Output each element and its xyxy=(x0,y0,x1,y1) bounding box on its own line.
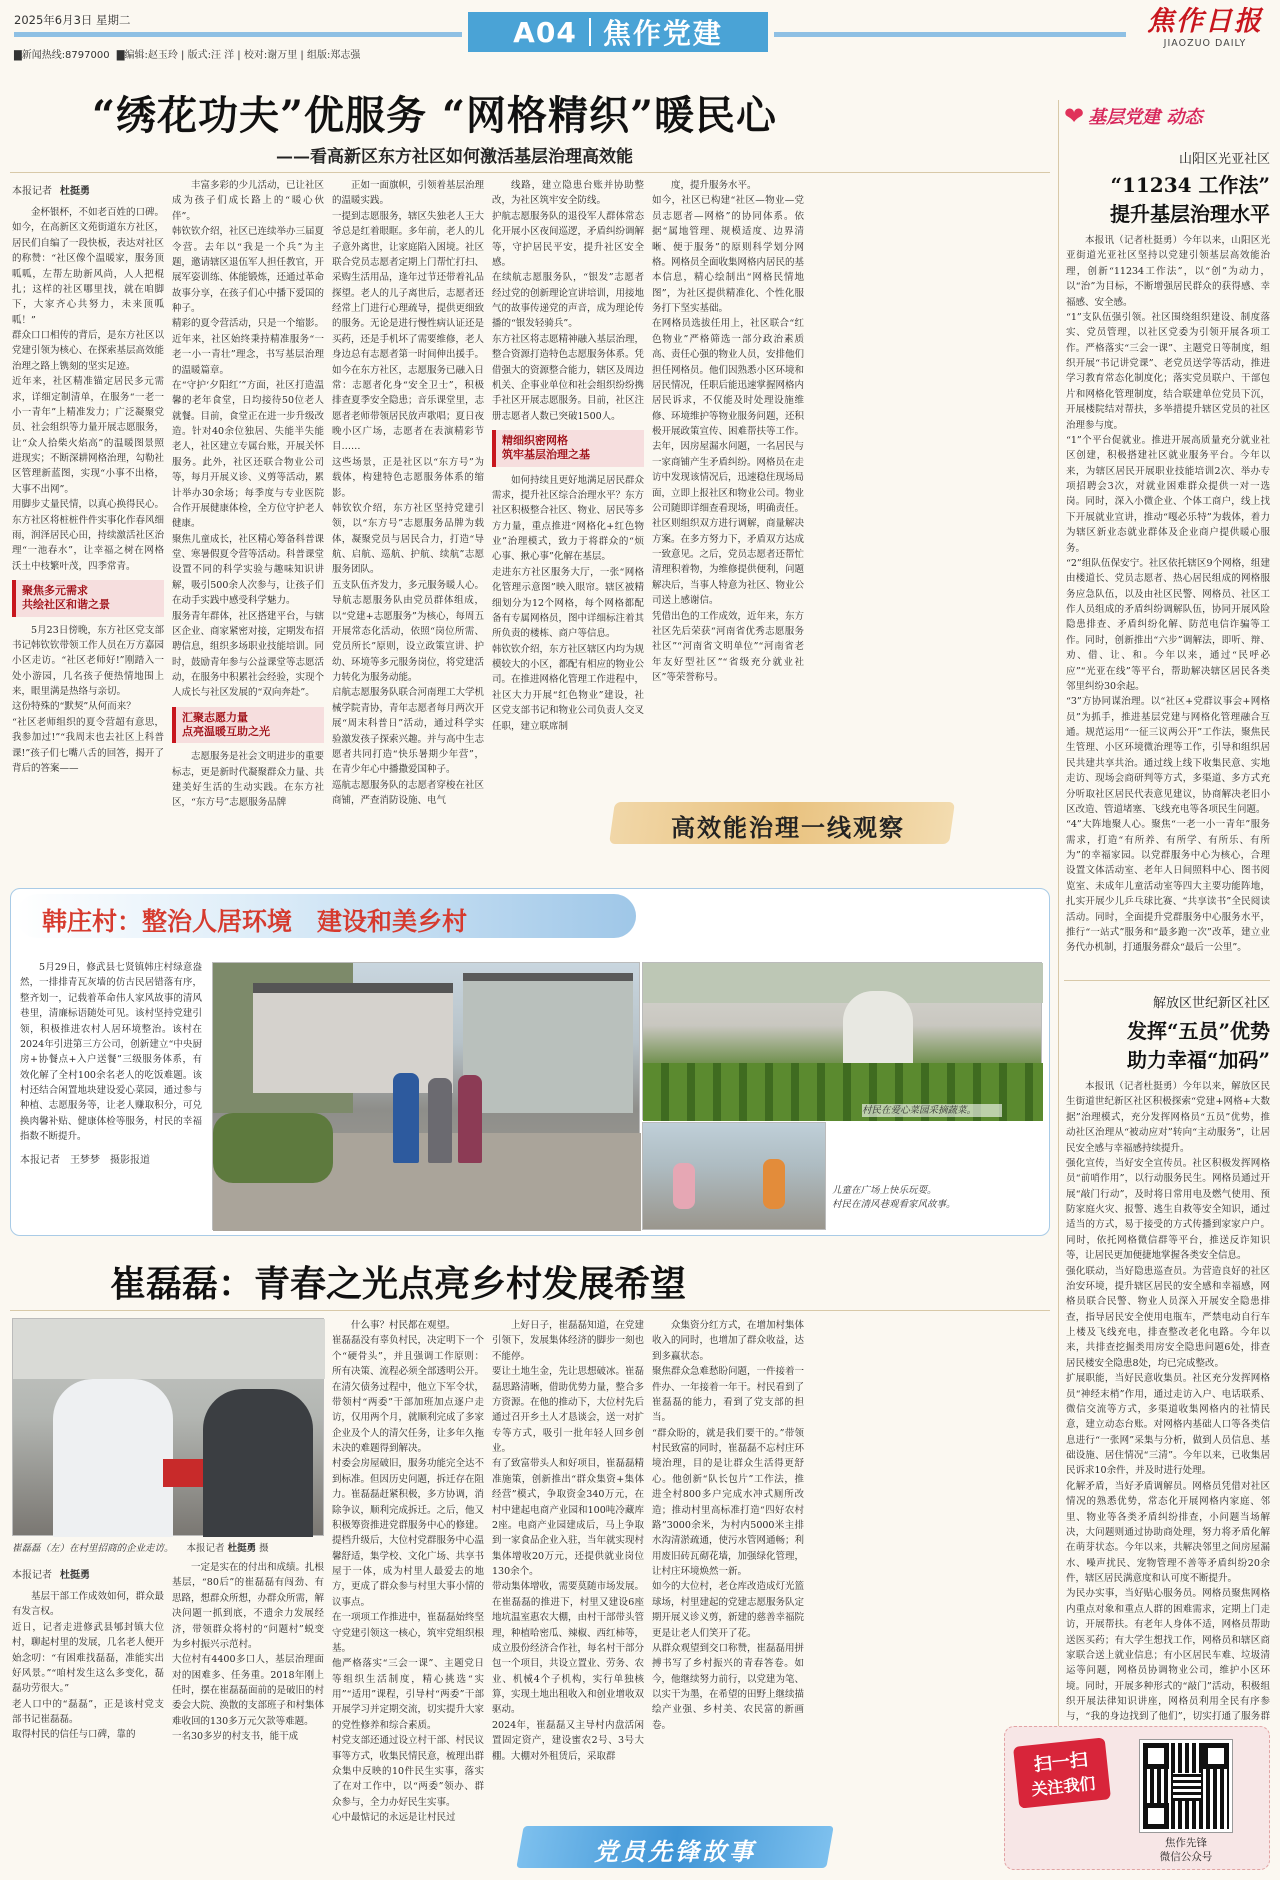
header-blue-rule-right xyxy=(774,32,1126,37)
sidebar-article-2 xyxy=(1066,992,1270,1722)
heart-icon: ❤ xyxy=(1064,102,1085,130)
header-blue-rule-left xyxy=(14,32,462,37)
cui-col2-text: 什么事？村民都在观望。 崔磊磊没有辜负村民，决定明下一个个“硬骨头”，并且强调工作原则：所有决策、流程必须全部透明公开。 在清欠债务过程中，他立下军令状，带领村“两委”干部加班加点逐户走访，仅用两个月，就顺利完成了多家企业及个人的清欠任务，让多年久拖未决的难题得到解决。 村委会房屋破旧，服务功能完全达不到标准。但因历史问题，拆迁存在阻力。崔磊磊赶紧积极，多方协调，消除争议，顺利完成拆迁。之后，他又积极筹资推进党群服务中心的修建。提档升级后，大位村党群服务中心温馨舒适，集学校、文化广场、共享书屋于一体，成为村里人最爱去的地方，更成了群众参与村里大事小情的议事点。 在一项项工作推进中，崔磊磊始终坚守党建引领这一核心，筑牢党组织根基。 他严格落实“三会一课”、主题党日等组织生活制度，精心挑选“实用”“适用”课程，引导村“两委”干部开展学习并定期交流，切实提升大家的党性修养和综合素质。 村党支部还通过设立村干部、村民议事等方式，收集民情民意，梳理出群众集中反映的10件民生实事，落实了在对工作中，以“两委”领办、群众参与，全力办好民生实事。 心中最惦记的永远是让村民过 xyxy=(332,1320,485,1823)
village-byline: 本报记者 王梦梦 摄影报道 xyxy=(20,1154,150,1166)
sidebar-1-kicker: 山阳区光亚社区 xyxy=(1178,152,1270,167)
main-col2b-text: 志愿服务是社会文明进步的重要标志，更是新时代凝聚群众力量、共建美好生活的生动实践。在东方社区，“东方号”志愿服务品牌 xyxy=(172,751,325,809)
main-subhead-2: 汇聚志愿力量 点亮温暖互助之光 xyxy=(172,707,324,744)
page-number: A04 xyxy=(513,15,577,49)
header-date: 2025年6月3日 星期二 xyxy=(14,13,131,27)
main-col1-text: 金杯银杯，不如老百姓的口碑。如今，在高新区文苑街道东方社区，居民们自编了一段快板，表达对社区的称赞：“社区像个温暖家，服务顶呱呱，左帮左助新风尚，人人把棍扎；这样的社区哪里找，就在咱脚下，大家齐心共努力，未来顶呱呱！” 群众口口相传的背后，是东方社区以党建引领为核心、在探索基层高效能治理之路上镌刻的坚实足迹。 近年来，社区精准锚定居民多元需求，详细定制清单，在服务“一老一小一青年”上精准发力；广泛凝聚党员、社会组织等力量开展志愿服务，让“众人拾柴火焰高”的温暖图景照进现实；不断深耕网格治理，勾勒社区管理新蓝图，实现“小事不出格，大事不出网”。 用脚步丈量民情，以真心换得民心。 东方社区将桩桩件件实事化作春风细雨，润泽居民心田，持续激活社区治理“一池春水”，让幸福之树在网格沃土中枝繁叶茂，四季常青。 xyxy=(12,207,165,572)
main-col1b-text: 5月23日傍晚，东方社区党支部书记韩钦钦带领工作人员在万方嘉园小区走访。“社区老师好!”刚踏入一处小游园，几名孩子便热情地围上来，眼里满是热络与亲切。 这份特殊的“默契”从何而来？ “社区老师组织的夏令营超有意思，我参加过!”“我周末也去社区上科普课!”孩子们七嘴八舌的回答，揭开了背后的答案—— xyxy=(12,624,165,774)
qr-label xyxy=(1116,1836,1256,1864)
title-rule xyxy=(10,172,1050,173)
page-header xyxy=(0,0,1280,62)
cui-col1-text: 基层干部工作成效如何，群众最有发言权。 近日，记者走进修武县郇封镇大位村，聊起村里的发展，几名老人便开始念叨：“有困难找磊磊，准能实出好风景。”“咱村发生这么多变化，磊磊功劳很大。” 老人口中的“磊磊”，正是该村党支部书记崔磊磊。 取得村民的信任与口碑，靠的 xyxy=(12,1591,165,1741)
sidebar-badge-text: 基层党建 动态 xyxy=(1088,107,1203,128)
hotline: ▇新闻热线:8797000 xyxy=(14,50,110,61)
main-col3-text: 正如一面旗帜，引领着基层治理的温暖实践。 一提到志愿服务，辖区失独老人王大爷总是红着眼眶。多年前，老人的儿子意外离世，让家庭陷入困境。社区联合党员志愿者定期上门帮忙打扫、采购生活用品，逢年过节还带着礼品探望。老人的儿子离世后，志愿者还经常上门进行心理疏导，提供更细致的服务。无论是进行慢性病认证还是买药，还是手机坏了需要维修，老人身边总有志愿者第一时间伸出援手。 如今在东方社区，志愿服务已融入日常：志愿者化身“安全卫士”，积极排查夏季安全隐患；音乐课堂里，志愿者老师带领居民放声歌唱；夏日夜晚小区广场，志愿者在表演精彩节目…… 这些场景，正是社区以“东方号”为载体，构建特色志愿服务体系的缩影。 韩钦钦介绍，东方社区坚持党建引领，以“东方号”志愿服务品牌为载体，凝聚党员与居民合力，打造“导航、启航、巡航、护航、续航”志愿服务团队。 五支队伍齐发力，多元服务暖人心。 导航志愿服务队由党员群体组成，以“党建+志愿服务”为核心，每周五开展常态化活动，依照“岗位所需、党员所长”原则，设立政策宣讲、护幼、环境等多元服务岗位，将党建活力转化为服务动能。 启航志愿服务队联合河南理工大学机械学院青协，青年志愿者每月两次开展“周末科普日”活动，通过科学实验激发孩子探索兴趣。并与高中生志愿者共同打造“快乐暑期少年营”，在青少年心中播撒爱国种子。 巡航志愿服务队的志愿者穿梭在社区商铺，严查消防设施、电气 xyxy=(332,180,485,806)
cui-col4-text: 众集资分红方式，在增加村集体收入的同时，也增加了群众收益，达到多赢状态。 聚焦群众急难愁盼问题，一件接着一件办、一年接着一年干。村民看到了崔磊磊的能力，看到了党支部的担当。 “群众盼的，就是我们要干的。”带领村民致富的同时，崔磊磊不忘村庄环境治理，目的是让群众生活得更舒心。他创新“队长包片”工作法，推进全村800多户完成水冲式厕所改造；推动村里高标准打造“四好农村路”3000余米，为村内5000米主排水沟清淤疏通，使污水管网通畅；利用废旧砖瓦砌花墙，加强绿化管理，让村庄环境焕然一新。 如今的大位村，老仓库改造成灯光篮球场，村里建起的党建志愿服务队定期开展义诊义剪，新建的慈善幸福院更是让老人们笑开了花。 从群众观望到交口称赞，崔磊磊用拼搏书写了乡村振兴的青春答卷。如今，他继续努力前行，以党建为笔、以实干为墨，在希望的田野上继续描绘产业强、乡村美、农民富的新画卷。 xyxy=(652,1320,805,1731)
sidebar-2-kicker: 解放区世纪新区社区 xyxy=(1152,996,1270,1011)
main-col-5 xyxy=(652,178,804,698)
qr-slogan xyxy=(1013,1737,1111,1808)
village-photo-garden xyxy=(642,962,1042,1120)
main-subhead-3: 精细织密网格 筑牢基层治理之基 xyxy=(492,430,644,467)
main-col-2 xyxy=(172,178,325,809)
editors: ▇编辑:赵玉玲 | 版式:汪 洋 | 校对:谢万里 | 组版:郑志强 xyxy=(116,50,361,61)
page-section: 焦作党建 xyxy=(602,17,723,50)
village-text-col xyxy=(20,960,202,1230)
page-number-banner xyxy=(468,12,768,52)
qr-code[interactable] xyxy=(1140,1740,1232,1832)
sidebar-1-body: 本报讯（记者杜挺勇）今年以来，山阳区光亚街道光亚社区坚持以党建引领基层高效能治理，创新“11234工作法”，以“创”为动力，以“治”为目标，不断增强居民群众的获得感、幸福感、安全感。 “1”支队伍强引领。社区围绕组织建设、制度落实、党员管理，以社区党委为引领开展各项工作。严格落实“三会一课”、主题党日等制度，组织开展“书记讲党课”、老党员送学等活动，推进学习教育常态化制度化；落实党员联户、干部包片和网格化管理制度，结合联建单位党员下沉，开展楼院结对帮扶，多举措提升辖区党员的社区治理参与度。 “1”个平台促就业。推进开展高质量充分就业社区创建，积极搭建社区就业服务平台。今年以来，为辖区居民开展职业技能培训2次、举办专项招聘会3次，对就业困难群众提供一对一选岗。同时，深入小微企业、个体工商户，线上找下开展就业宣讲，推动“嘎必乐特”为载体，着力为辖区新业态就业群体及企业商户提供暖心服务。 “2”组队伍保安宁。社区依托辖区9个网格，组建由楼道长、党员志愿者、热心居民组成的网格服务应急队伍，以及由社区民警、网格员、社区工作人员组成的矛盾纠纷调解队伍，协同开展风险隐患排查、矛盾纠纷化解、防范电信诈骗等工作。同时，创新推出“六步”调解法，即听、辩、劝、借、让、和。今年以来，通过“民呼必应”“光亚在线”等平台，帮助解决辖区居民各类邻里纠纷30余起。 “3”方协同谋治理。以“社区+党群议事会+网格员”为抓手，推进基层党建与网格化管理融合互通。规范运用“一征三议两公开”工作法，聚焦民生管理、小区环境微治理等工作，引导和组织居民共建共享共治。通过线上线下收集民意、实地走访、现场会商研判等方式，多渠道、多方式充分听取社区居民代表意见建议，协商解决老旧小区改造、管道堵塞、飞线充电等各项民生问题。 “4”大阵地聚人心。聚焦“一老一小一青年”服务需求，打造“有所养、有所学、有所乐、有所为”的幸福家园。以党群服务中心为核心，合理设置文体活动室、老年人日间照料中心、图书阅览室、未成年儿童活动室等四大主要功能阵地，扎实开展少儿乒乓球比赛、“共享读书”全民阅读活动。同时，全面提升党群服务中心服务水平，推行“一站式”服务和“最多跑一次”改革，建立业务代办机制，打通服务群众“最后一公里”。 xyxy=(1066,235,1270,954)
sidebar-2-title-2: 助力幸福“加码” xyxy=(1126,1048,1270,1072)
cui-col1x-text: 一定是实在的付出和成绩。扎根基层，“80后”的崔磊磊有闯劲、有思路，想群众所想，办群众所需，解决问题一抓到底，不遗余力发展经济，带领群众将村的“问题村”蜕变为乡村振兴示范村。 大位村有4400多口人，基层治理面对的困难多、任务重。2018年刚上任时，摆在崔磊磊面前的是破旧的村委会大院、涣散的支部班子和村集体难收回的130多万元欠款等难题。 一名30多岁的村支书，能干成 xyxy=(172,1562,325,1743)
cui-col-1 xyxy=(12,1560,164,1870)
main-article-subtitle: ——看高新区东方社区如何激活基层治理高效能 xyxy=(276,147,633,167)
main-col-1 xyxy=(12,176,165,774)
main-col-3 xyxy=(332,178,485,806)
cui-col3-text: 上好日子，崔磊磊知道，在党建引领下，发展集体经济的脚步一刻也不能停。 要让土地生金，先让思想破冰。崔磊磊思路清晰，借助优势力量，整合多方资源。在他的推动下，大位村先后通过召开乡土人才恳谈会，送一对扩专等方式，吸引一批年轻人回乡创业。 有了致富带头人和好项目，崔磊磊精准施策，创新推出“群众集资+集体经营”模式，争取资金340万元，在村中建起电商产业园和100吨冷藏库2座。电商产业园建成后，马上争取到一家食品企业入驻，当年就实现村集体增收20万元，还提供就业岗位130余个。 带动集体增收，需要莫随市场发展。在崔磊磊的推进下，村里又建设6座地坑温室惠农大棚，由村干部带头管理，种植哈密瓜、辣椒、西红柿等，成立股份经济合作社，每名村干部分包一个项目，共设立置业、劳务、农业、机械4个子机构，实行单独核算，实现土地出租收入和创业增收双驱动。 2024年，崔磊磊又主导村内盘活闲置固定资产，建设蜜农2号、3号大棚。大棚对外租赁后，采取群 xyxy=(492,1320,645,1762)
sidebar-article-1 xyxy=(1066,148,1270,976)
village-caption-garden: 村民在爱心菜园采摘蔬菜。 xyxy=(862,1104,1002,1117)
qr-slogan-1: 扫一扫 xyxy=(1032,1749,1089,1776)
newspaper-name: 焦作日报 xyxy=(1147,6,1263,37)
cui-col-4 xyxy=(652,1318,804,1816)
cui-photo-caption: 崔磊磊（左）在村里招商的企业走访。 本报记者 杜挺勇 摄 xyxy=(12,1543,269,1554)
qr-name-2: 微信公众号 xyxy=(1159,1851,1213,1864)
header-info-line xyxy=(14,46,360,61)
party-story-text: 党员先锋故事 xyxy=(594,1838,756,1866)
sidebar-1-title-2: 提升基层治理水平 xyxy=(1110,202,1270,226)
village-caption-kids: 儿童在广场上快乐玩耍。 村民在清风巷观看家风故事。 xyxy=(832,1185,956,1211)
sidebar-1-title-1: “11234 工作法” xyxy=(1110,173,1270,197)
cui-col-3 xyxy=(492,1318,644,1816)
newspaper-logo xyxy=(1140,6,1270,58)
sidebar-2-title-1: 发挥“五员”优势 xyxy=(1126,1019,1270,1043)
village-photo-kids xyxy=(642,1122,826,1230)
cui-photo-caption-text: 崔磊磊（左）在村里招商的企业走访。 xyxy=(12,1543,174,1554)
main-byline: 本报记者 杜挺勇 xyxy=(12,186,90,197)
cui-photo xyxy=(12,1318,324,1536)
main-col5-text: 度，提升服务水平。 如今，社区已构建“社区—物业—党员志愿者—网格”的协同体系。依据“属地管理、规模适度、边界清晰、便于服务”的原则科学划分网格。网格员全面收集网格内居民的基本信息，精心绘制出“网格民情地图”，为社区提供精准化、个性化服务打下坚实基础。 在网格员选拔任用上，社区联合“红色物业”严格筛选一部分政治素质高、责任心强的物业人员，安排他们担任网格员。他们因熟悉小区环境和居民情况，任职后能迅速掌握网格内居民诉求，不仅能及时处理设施维修、环境维护等物业服务问题，还积极开展政策宣传、困难帮扶等工作。 去年，因房屋漏水问题，一名居民与一家商铺产生矛盾纠纷。网格员在走访中发现该情况后，迅速稳住现场局面，立即上报社区和物业公司。物业公司随即详细查看现场，明确责任。社区则组织双方进行调解，商量解决方案。在多方努力下，矛盾双方达成一致意见。之后，党员志愿者还帮忙清理积着物，为维修提供便利，问题解决后，当事人特意为社区、物业公司送上感谢信。 凭借出色的工作成效，近年来，东方社区先后荣获“河南省优秀志愿服务社区”“河南省文明单位”“河南省老年友好型社区”“省级充分就业社区”等荣誉称号。 xyxy=(652,180,805,683)
cui-col-1x xyxy=(172,1560,324,1870)
main-col4b-text: 如何持续且更好地满足居民群众需求，提升社区综合治理水平？东方社区积极整合社区、物业、居民等多方力量，重点推进“网格化+红色物业”治理模式，致力于将群众的“烦心事、揪心事”化解在基层。 走进东方社区服务大厅，一张“网格化管理示意图”映入眼帘。辖区被精细划分为12个网格，每个网格都配备有专属网格员，图中详细标注着其所负责的楼栋、商户等信息。 韩钦钦介绍，东方社区辖区内均为规模较大的小区，都配有相应的物业公司。在推进网格化管理工作进程中，社区大力开展“红色物业”建设，社区党支部书记和物业公司负责人交叉任职，建立联席制 xyxy=(492,474,645,732)
main-col4-text: 线路，建立隐患台账并协助整改，为社区筑牢安全防线。 护航志愿服务队的退役军人群体常态化开展小区夜间巡逻，矛盾纠纷调解等，守护居民平安，提升社区安全感。 在续航志愿服务队，“银发”志愿者经过党的创新理论宣讲培训，用接地气的故事传递党的声音，成为理论传播的“银发轻骑兵”。 东方社区将志愿精神融入基层治理，整合资源打造特色志愿服务体系。凭借强大的资源整合能力，辖区及周边机关、企事业单位和社会组织纷纷携手社区开展志愿服务。目前，社区注册志愿者人数已突破1500人。 xyxy=(492,180,645,422)
cui-title: 崔磊磊：青春之光点亮乡村发展希望 xyxy=(110,1263,687,1305)
sidebar-badge xyxy=(1064,96,1270,136)
village-text: 5月29日，修武县七贤镇韩庄村绿意盎然，一排排青瓦灰墙的仿古民居错落有序，整齐划一，记载着革命伟人家风故事的清风巷里，清廉标语随处可见。该村坚持党建引领，积极推进农村人居环境整治。该村在2024年引进第三方公司，创新建立“中央厨房+协餐点+入户送餐”三级服务体系，有效化解了全村100余名老人的吃饭难题。该村还结合闲置地块建设爱心菜园，通过参与种植、志愿服务等，让老人赚取积分，可兑换肉馨补贴、健康体检等服务，村民的幸福指数不断提升。 xyxy=(20,962,202,1143)
main-col2-text: 丰富多彩的少儿活动，已让社区成为孩子们成长路上的“暖心伙伴”。 韩钦钦介绍，社区已连续举办三届夏令营。去年以“我是一个兵”为主题，邀请辖区退伍军人担任教官，开展军姿训练、体能锻炼，还通过革命故事分享，在孩子们心中播下爱国的种子。 精彩的夏令营活动，只是一个缩影。近年来，社区始终秉持精准服务“一老一小一青壮”理念，书写基层治理的温暖篇章。 在“守护‘夕阳红’”方面，社区打造温馨的老年食堂，日均接待50位老人就餐。目前，食堂正在进一步升级改造。针对40余位独居、失能半失能老人，社区建立专属台账，开展关怀服务。此外，社区还联合物业公司等，每月开展义诊、义剪等活动，累计举办30余场；每季度与专业医院合作开展健康体检，全方位守护老人健康。 聚焦儿童成长，社区精心筹备科普课堂、寒暑假夏令营等活动。科普课堂设置不同的科学实验与趣味知识讲解，吸引500余人次参与，让孩子们在动手实践中感受科学魅力。 服务青年群体，社区搭建平台，与辖区企业、商家紧密对接，定期发布招聘信息，组织多场职业技能培训。同时，鼓励青年参与公益课堂等志愿活动，在服务中积累社会经验，实现个人成长与社区发展的“双向奔赴”。 xyxy=(172,180,325,699)
main-article-title: “绣花功夫”优服务 “网格精织”暖民心 xyxy=(92,92,777,139)
cui-col-2 xyxy=(332,1318,484,1870)
governance-callout-text: 高效能治理一线观察 xyxy=(671,814,905,842)
newspaper-pinyin: JIAOZUO DAILY xyxy=(1163,38,1247,49)
village-photo-street xyxy=(212,962,640,1230)
main-col-4 xyxy=(492,178,645,732)
main-subhead-1: 聚焦多元需求 共绘社区和谐之景 xyxy=(12,580,164,617)
sidebar-2-body: 本报讯（记者杜挺勇）今年以来，解放区民生街道世纪新区社区积极探索“党建+网格+大数据”治理模式，充分发挥网格员“五员”优势，推动社区治理从“被动应对”转向“主动服务”，让居民安全感与幸福感持续提升。 强化宣传，当好安全宣传员。社区积极发挥网格员“前哨作用”，以行动服务民生。网格员通过开展“敲门行动”，及时将日常用电及燃气使用、预防家庭火灾、报警、逃生自救等安全知识，通过适当的方式，易于接受的方式传播到家家户户。同时，依托网格微信群等平台，推送反诈知识等，让居民更加便捷地掌握各类安全信息。 强化联动，当好隐患巡查员。为营造良好的社区治安环境，提升辖区居民的安全感和幸福感，网格员联合民警、物业人员深入开展安全隐患排查，指导居民安全使用电瓶车，严禁电动自行车上楼及飞线充电，排查整改老化电路。今年以来，共排查挖掘类用房安全隐患问题6处，排查居民楼安全隐患8处，均已完成整改。 扩展职能，当好民意收集员。社区充分发挥网格员“神经末梢”作用，通过走访入户、电话联系、微信交流等方式，多渠道收集网格内的社情民意，建立动态台账。对网格内基础人口等各类信息进行“一张网”采集与分析，做到人员信息、基础设施、居住情况“三清”。今年以来，已收集居民诉求10余件，并及时进行处理。 化解矛盾，当好矛盾调解员。网格员凭借对社区情况的熟悉优势，常态化开展网格内家庭、邻里、物业等各类矛盾纠纷排查，小问题当场解决，大问题则通过协助商处理，努力将矛盾化解在萌芽状态。今年以来，共解决邻里之间房屋漏水、噪声扰民、宠物管理不善等矛盾纠纷20余件，辖区居民满意度和认可度不断提升。 为民办实事，当好贴心服务员。网格员聚焦网格内重点对象和重点人群的困难需求，定期上门走访，开展帮扶。有老年人身体不适，网格员帮助送医买药；有大学生想找工作，网格员和辖区商家联合送上就业信息；有小区居民车难、垃圾清运等问题，网格员协调物业公司，维护小区环境。同时，开展多种形式的“敲门”活动，积极组织开展法律知识讲座，网格员利用全民有序参与，“我的身边找到了他们”，切实打通了服务群 xyxy=(1066,1081,1270,1723)
cui-byline: 本报记者 杜挺勇 xyxy=(12,1570,90,1581)
qr-slogan-2: 关注我们 xyxy=(1030,1773,1097,1800)
qr-name-1: 焦作先锋 xyxy=(1165,1837,1207,1849)
village-title: 韩庄村：整治人居环境 建设和美乡村 xyxy=(42,907,468,936)
